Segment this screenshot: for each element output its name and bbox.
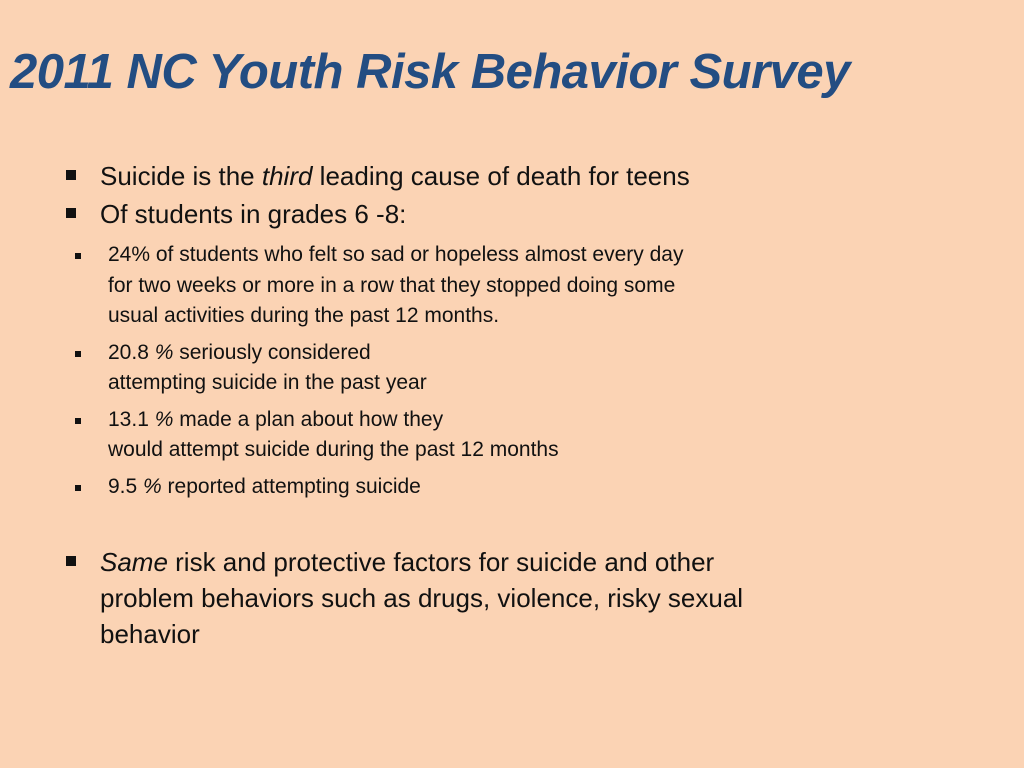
square-bullet-icon <box>66 170 76 180</box>
percent-sign: % <box>154 407 174 431</box>
bullet-emphasis: third <box>261 161 313 191</box>
percent-sign: % <box>154 340 174 364</box>
sub-bullet-line <box>108 472 848 503</box>
small-square-bullet-icon <box>75 253 81 259</box>
sub-bullet-line: for two weeks or more in a row that they stopped doing some <box>108 273 676 297</box>
sub-bullet-list <box>100 240 924 502</box>
bullet-text-start: Suicide is the <box>100 161 262 191</box>
sub-bullet-plan <box>100 405 848 466</box>
bullet-text-end: leading cause of death for teens <box>312 161 690 191</box>
sub-bullet-attempted <box>100 472 848 503</box>
stat-value: 13.1 <box>108 407 155 431</box>
square-bullet-icon <box>66 556 76 566</box>
bullet-item-suicide-third <box>64 158 924 194</box>
bullet-emphasis: Same <box>100 547 168 577</box>
stat-text: seriously considered <box>173 340 371 364</box>
bullet-line <box>100 544 924 580</box>
bullet-line: problem behaviors such as drugs, violence, risky sexual <box>100 583 744 613</box>
bullet-item-grades <box>64 196 924 502</box>
sub-bullet-sad-hopeless <box>100 240 848 332</box>
sub-bullet-line <box>108 338 848 369</box>
sub-bullet-line: would attempt suicide during the past 12 months <box>108 438 559 461</box>
stat-value: 20.8 <box>108 340 155 364</box>
bullet-item-same-risk <box>64 544 924 652</box>
slide-title: 2011 NC Youth Risk Behavior Survey <box>10 45 850 99</box>
sub-bullet-line <box>108 405 848 436</box>
stat-text: reported attempting suicide <box>161 474 421 498</box>
small-square-bullet-icon <box>75 351 81 357</box>
square-bullet-icon <box>66 208 76 218</box>
sub-bullet-considered <box>100 338 848 399</box>
stat-text: made a plan about how they <box>173 407 444 431</box>
sub-bullet-line: attempting suicide in the past year <box>108 371 427 394</box>
bullet-text: Of students in grades 6 -8: <box>100 199 407 229</box>
bullet-text: risk and protective factors for suicide and other <box>167 547 715 577</box>
percent-sign: % <box>143 474 162 498</box>
bullet-line: behavior <box>100 619 200 649</box>
stat-value: 9.5 <box>108 474 144 498</box>
bullet-list <box>64 158 924 652</box>
small-square-bullet-icon <box>75 418 81 424</box>
sub-bullet-line: 24% of students who felt so sad or hopeless almost every day <box>108 243 684 266</box>
small-square-bullet-icon <box>75 485 81 491</box>
sub-bullet-line: usual activities during the past 12 months. <box>108 304 500 327</box>
